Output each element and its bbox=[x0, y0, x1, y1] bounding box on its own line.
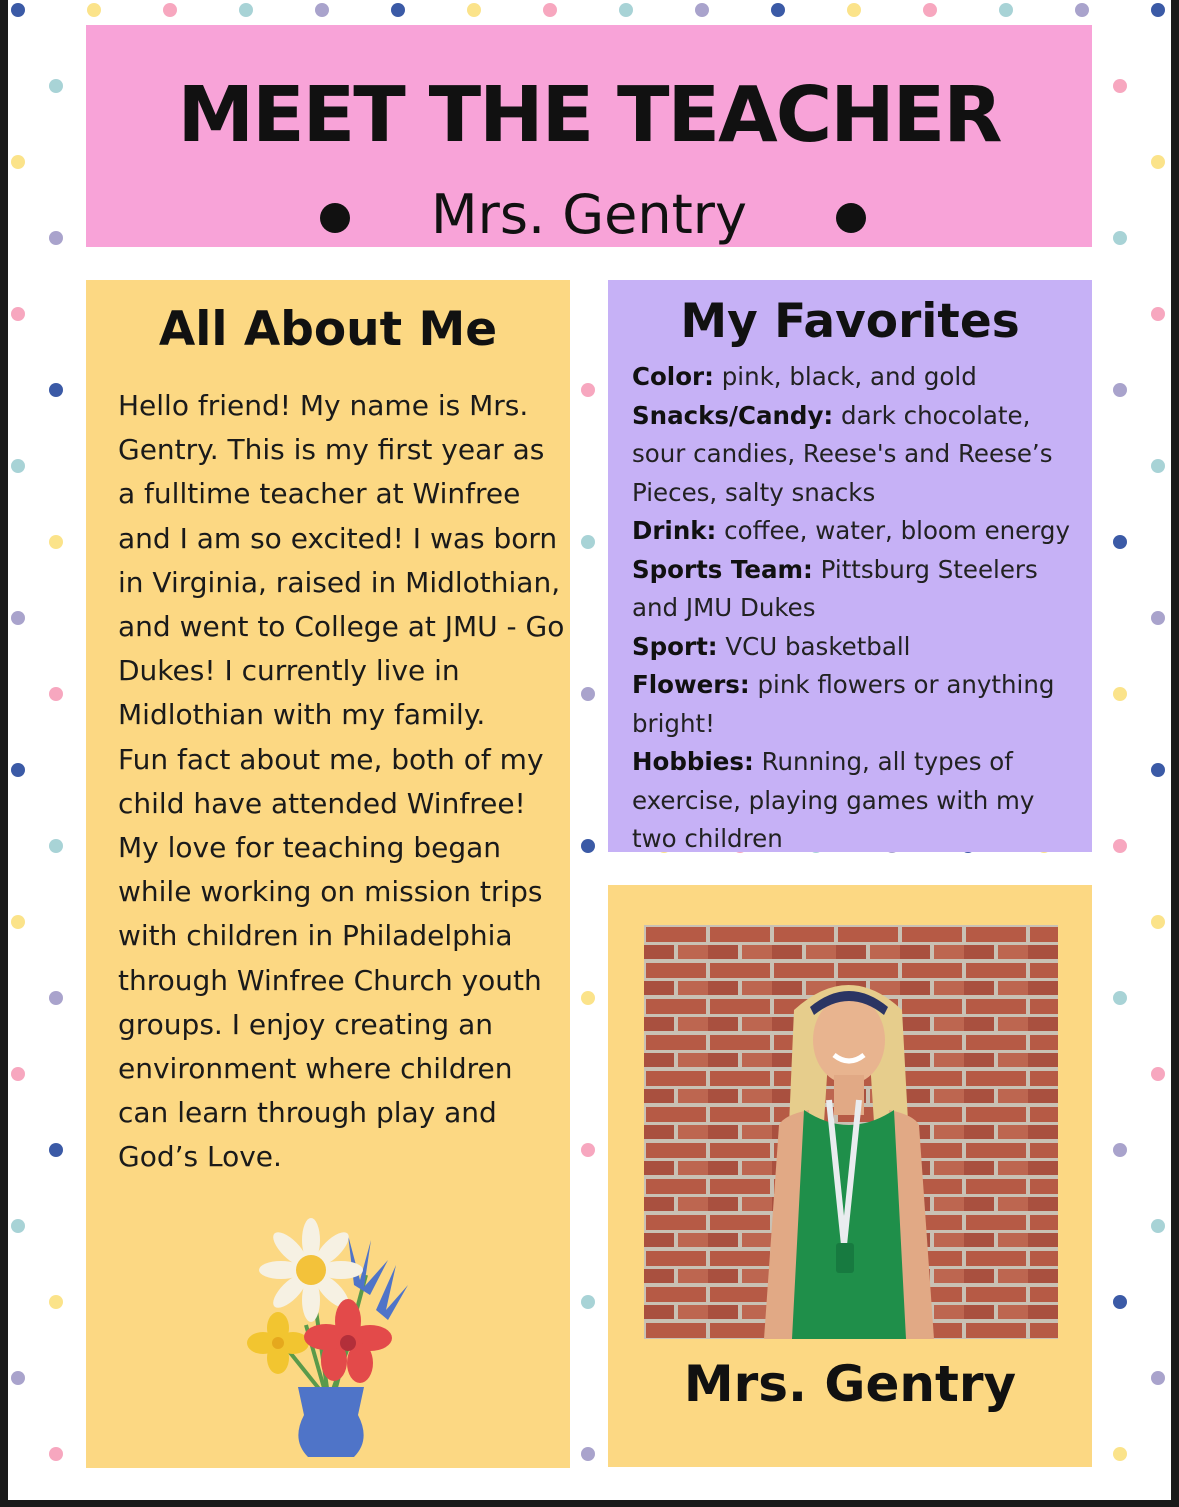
background-dot bbox=[1113, 1295, 1127, 1309]
about-paragraph: Hello friend! My name is Mrs. Gentry. This is my first year as a fulltime teacher at Winfree and I am so excited! I was born in Virginia, raised in Midlothian, and went to College at JMU - Go Dukes! I currently live in Midlothian with my family. bbox=[118, 389, 565, 732]
background-dot bbox=[581, 1295, 595, 1309]
background-dot bbox=[467, 3, 481, 17]
background-dot bbox=[581, 383, 595, 397]
background-dot bbox=[1113, 687, 1127, 701]
background-dot bbox=[239, 3, 253, 17]
background-dot bbox=[49, 535, 63, 549]
background-dot bbox=[1113, 79, 1127, 93]
background-dot bbox=[49, 1143, 63, 1157]
background-dot bbox=[1113, 839, 1127, 853]
background-dot bbox=[923, 3, 937, 17]
background-dot bbox=[1151, 1219, 1165, 1233]
favorite-sports-team: Sports Team: Pittsburg Steelers and JMU Dukes bbox=[632, 554, 1038, 622]
background-dot bbox=[581, 1143, 595, 1157]
favorite-sport: Sport: VCU basketball bbox=[632, 631, 911, 661]
background-dot bbox=[1113, 1143, 1127, 1157]
background-dot bbox=[1151, 3, 1165, 17]
page-title: MEET THE TEACHER bbox=[177, 71, 1001, 160]
header-banner bbox=[86, 25, 1092, 247]
background-dot bbox=[1113, 383, 1127, 397]
background-dot bbox=[847, 3, 861, 17]
background-dot bbox=[11, 155, 25, 169]
background-dot bbox=[1151, 155, 1165, 169]
background-dot bbox=[11, 307, 25, 321]
background-dot bbox=[771, 3, 785, 17]
background-dot bbox=[1113, 535, 1127, 549]
background-dot bbox=[581, 687, 595, 701]
background-dot bbox=[1151, 1067, 1165, 1081]
subtitle-row bbox=[86, 185, 1092, 255]
background-dot bbox=[391, 3, 405, 17]
background-dot bbox=[49, 79, 63, 93]
favorite-hobbies: Hobbies: Running, all types of exercise, playing games with my two children bbox=[632, 747, 1035, 853]
background-dot bbox=[695, 3, 709, 17]
background-dot bbox=[49, 383, 63, 397]
background-dot bbox=[11, 763, 25, 777]
background-dot bbox=[1151, 459, 1165, 473]
favorite-flowers: Flowers: pink flowers or anything bright! bbox=[632, 670, 1055, 738]
background-dot bbox=[11, 1067, 25, 1081]
background-dot bbox=[581, 1447, 595, 1461]
teacher-photo bbox=[644, 925, 1058, 1339]
about-me-body bbox=[118, 384, 568, 1180]
background-dot bbox=[11, 915, 25, 929]
background-dot bbox=[87, 3, 101, 17]
favorites-list bbox=[632, 358, 1084, 859]
about-me-heading: All About Me bbox=[158, 302, 498, 357]
background-dot bbox=[49, 687, 63, 701]
background-dot bbox=[11, 1371, 25, 1385]
background-dot bbox=[1075, 3, 1089, 17]
background-dot bbox=[581, 535, 595, 549]
my-favorites-card bbox=[608, 280, 1092, 852]
background-dot bbox=[619, 3, 633, 17]
flyer-page bbox=[8, 0, 1171, 1500]
background-dot bbox=[11, 459, 25, 473]
background-dot bbox=[49, 1295, 63, 1309]
favorite-color: Color: pink, black, and gold bbox=[632, 362, 977, 391]
background-dot bbox=[49, 1447, 63, 1461]
background-dot bbox=[1151, 307, 1165, 321]
favorite-snacks: Snacks/Candy: dark chocolate, sour candies, Reese's and Reese’s Pieces, salty snacks bbox=[632, 400, 1053, 507]
background-dot bbox=[11, 611, 25, 625]
background-dot bbox=[581, 991, 595, 1005]
background-dot bbox=[543, 3, 557, 17]
flower-bouquet-icon bbox=[236, 1215, 416, 1460]
background-dot bbox=[1113, 991, 1127, 1005]
background-dot bbox=[49, 991, 63, 1005]
background-dot bbox=[1151, 915, 1165, 929]
background-dot bbox=[999, 3, 1013, 17]
background-dot bbox=[49, 231, 63, 245]
background-dot bbox=[1151, 763, 1165, 777]
background-dot bbox=[11, 1219, 25, 1233]
bullet-dot-icon bbox=[836, 203, 866, 233]
background-dot bbox=[581, 839, 595, 853]
background-dot bbox=[1113, 231, 1127, 245]
teacher-photo-card bbox=[608, 885, 1092, 1467]
background-dot bbox=[11, 3, 25, 17]
background-dot bbox=[315, 3, 329, 17]
background-dot bbox=[49, 839, 63, 853]
background-dot bbox=[1151, 1371, 1165, 1385]
about-me-card bbox=[86, 280, 570, 1468]
my-favorites-heading: My Favorites bbox=[680, 294, 1020, 349]
background-dot bbox=[163, 3, 177, 17]
background-dot bbox=[1113, 1447, 1127, 1461]
about-paragraph: Fun fact about me, both of my child have attended Winfree! My love for teaching began while working on mission trips with children in Philadelphia through Winfree Church youth groups. I enjoy creating an environment where children can learn through play and God’s Love. bbox=[118, 742, 544, 1174]
teacher-name-caption: Mrs. Gentry bbox=[683, 1355, 1017, 1413]
background-dot bbox=[1151, 611, 1165, 625]
favorite-drink: Drink: coffee, water, bloom energy bbox=[632, 516, 1070, 545]
teacher-name-subtitle: Mrs. Gentry bbox=[431, 183, 747, 246]
